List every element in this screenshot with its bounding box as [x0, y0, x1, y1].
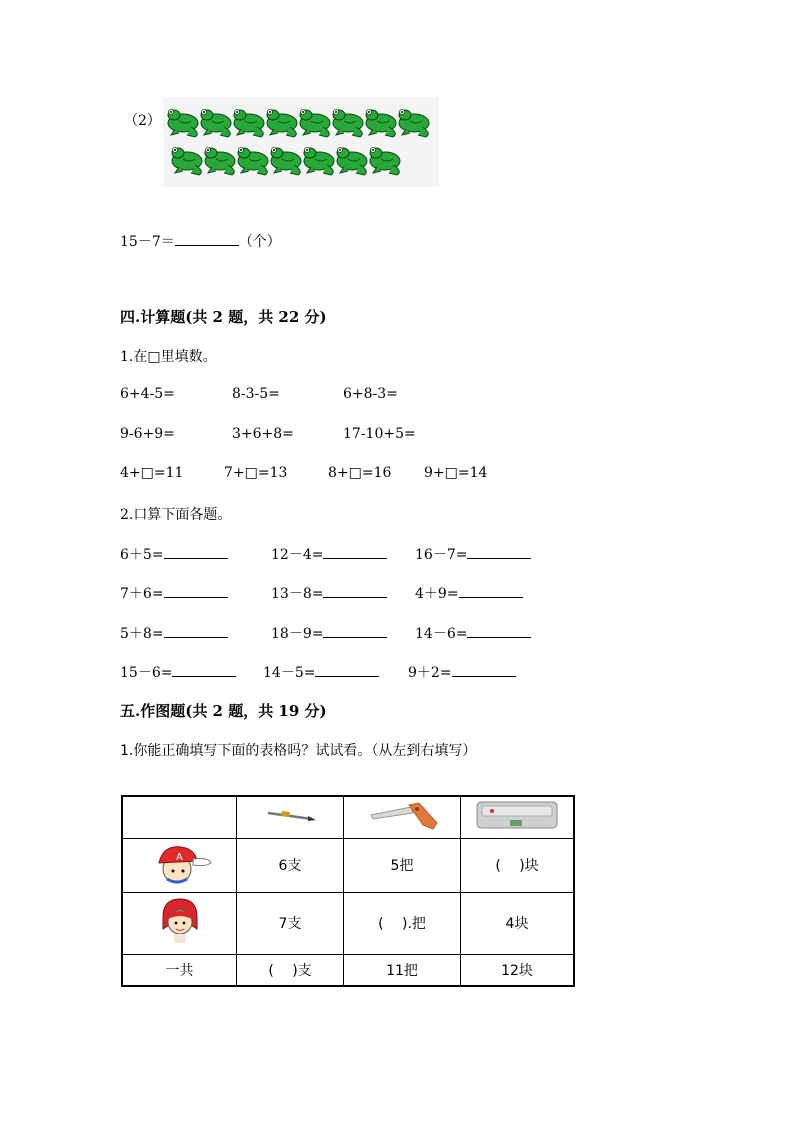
- answer-blank[interactable]: [164, 585, 228, 598]
- fill-table: [121, 795, 575, 987]
- knife-icon: [344, 796, 461, 838]
- unit-text: （个）: [238, 234, 281, 250]
- oral-calc-item: 6＋5=: [120, 544, 228, 564]
- svg-text:A: A: [175, 852, 183, 863]
- frog-icon: [333, 110, 363, 138]
- oral-calc-item: 12－4=: [271, 544, 387, 564]
- frog-icon: [370, 148, 400, 176]
- answer-blank[interactable]: [164, 546, 228, 559]
- calc-item: 7+□=13: [224, 465, 288, 481]
- oral-calc-item: 9＋2=: [408, 662, 516, 682]
- answer-blank[interactable]: [172, 664, 236, 677]
- oral-calc-item: 14－6=: [415, 623, 531, 643]
- oral-calc-item: 18－9=: [271, 623, 387, 643]
- calc-item: 9+□=14: [424, 465, 488, 481]
- boy-with-cap-icon: [122, 838, 237, 892]
- answer-blank[interactable]: [175, 233, 239, 246]
- oral-calc-item: 16－7=: [415, 544, 531, 564]
- question-title: 2.口算下面各题。: [120, 507, 232, 523]
- frog-icon: [304, 148, 334, 176]
- calc-item: 4+□=11: [120, 465, 184, 481]
- table-cell[interactable]: ( )块: [461, 838, 575, 892]
- equation-text: 15－7＝: [120, 234, 175, 250]
- calc-item: 8-3-5=: [232, 386, 280, 402]
- answer-blank[interactable]: [164, 625, 228, 638]
- table-corner-cell: [122, 796, 237, 838]
- frog-icon: [271, 148, 301, 176]
- oral-calc-item: 5＋8=: [120, 623, 228, 643]
- frog-icon: [238, 148, 268, 176]
- calc-item: 6+8-3=: [343, 386, 398, 402]
- section-heading: 四.计算题(共 2 题，共 22 分): [120, 308, 327, 326]
- question-title: 1.你能正确填写下面的表格吗？试试看。（从左到右填写）: [120, 743, 477, 759]
- table-cell[interactable]: ( )支: [237, 954, 344, 986]
- frogs-image: [163, 97, 439, 187]
- answer-blank[interactable]: [323, 585, 387, 598]
- calc-item: 3+6+8=: [232, 426, 294, 442]
- calc-item: 17-10+5=: [343, 426, 416, 442]
- oral-calc-item: 7＋6=: [120, 583, 228, 603]
- table-cell: 5把: [344, 838, 461, 892]
- oral-calc-item: 13－8=: [271, 583, 387, 603]
- frog-icon: [201, 110, 231, 138]
- frog-icon: [399, 110, 429, 138]
- table-cell: 7支: [237, 892, 344, 954]
- oral-calc-item: 14－5=: [263, 662, 379, 682]
- oral-calc-item: 4＋9=: [415, 583, 523, 603]
- frog-equation: [120, 231, 281, 251]
- calc-item: 6+4-5=: [120, 386, 175, 402]
- frog-icon: [172, 148, 202, 176]
- table-cell[interactable]: ( ).把: [344, 892, 461, 954]
- table-cell: 11把: [344, 954, 461, 986]
- frog-icon: [267, 110, 297, 138]
- calc-item: 8+□=16: [328, 465, 392, 481]
- answer-blank[interactable]: [467, 625, 531, 638]
- question-label: （2）: [124, 113, 161, 129]
- table-cell: 12块: [461, 954, 575, 986]
- table-cell: 4块: [461, 892, 575, 954]
- frog-icon: [300, 110, 330, 138]
- oral-calc-item: 15－6=: [120, 662, 236, 682]
- answer-blank[interactable]: [323, 625, 387, 638]
- answer-blank[interactable]: [315, 664, 379, 677]
- table-cell: 6支: [237, 838, 344, 892]
- answer-blank[interactable]: [323, 546, 387, 559]
- question-title: 1.在□里填数。: [120, 349, 217, 365]
- frog-icon: [168, 110, 198, 138]
- girl-icon: [122, 892, 237, 954]
- pencil-icon: [237, 796, 344, 838]
- frog-icon: [337, 148, 367, 176]
- calc-item: 9-6+9=: [120, 426, 175, 442]
- section-heading: 五.作图题(共 2 题，共 19 分): [120, 702, 327, 720]
- pencil-box-icon: [461, 796, 575, 838]
- answer-blank[interactable]: [452, 664, 516, 677]
- frog-icon: [366, 110, 396, 138]
- answer-blank[interactable]: [467, 546, 531, 559]
- frog-icon: [205, 148, 235, 176]
- answer-blank[interactable]: [459, 585, 523, 598]
- frog-icon: [234, 110, 264, 138]
- total-label: 一共: [122, 954, 237, 986]
